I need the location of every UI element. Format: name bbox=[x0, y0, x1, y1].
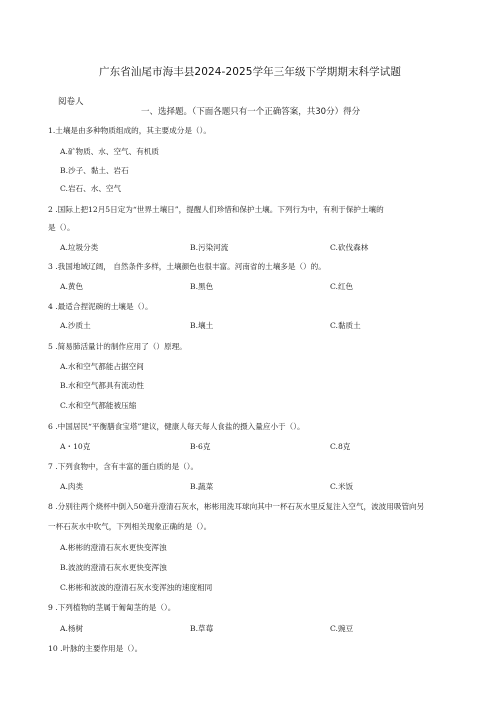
question-6-stem: 6 .中国居民“平衡膳食宝塔”建议，健康人每天每人食盐的摄入量应小于（）。 bbox=[48, 422, 305, 431]
question-7-option-c: C.米饭 bbox=[330, 482, 354, 491]
question-5-option-b: B.水和空气都具有流动性 bbox=[60, 381, 144, 390]
question-3-option-b: B.黑色 bbox=[190, 282, 214, 291]
question-4-option-b: B.壤土 bbox=[190, 321, 214, 330]
question-5-stem: 5 .简易肺活量计的制作应用了（）原理。 bbox=[48, 342, 187, 351]
question-5-option-a: A.水和空气都能占据空间 bbox=[60, 362, 144, 371]
question-2-option-b: B.污染河流 bbox=[190, 243, 229, 252]
question-3-option-a: A.黄色 bbox=[60, 282, 84, 291]
question-6-option-c: C.8克 bbox=[330, 442, 351, 451]
question-2-option-a: A.垃圾分类 bbox=[60, 243, 99, 252]
question-5-option-c: C.水和空气都能被压缩 bbox=[60, 401, 137, 410]
question-8-option-a: A.彬彬的澄清石灰水更快变浑浊 bbox=[60, 543, 167, 552]
question-8-option-b: B.波波的澄清石灰水更快变浑浊 bbox=[60, 563, 167, 572]
question-9-stem: 9 .下列植物的茎属于匍匐茎的是（）。 bbox=[48, 603, 176, 612]
section-heading: 一、选择题。（下面各题只有一个正确答案，共30分）得分 bbox=[141, 107, 361, 117]
question-4-stem: 4 .最适合捏泥碗的土壤是（）。 bbox=[48, 302, 153, 311]
question-7-stem: 7 .下列食物中，含有丰富的蛋白质的是（）。 bbox=[48, 462, 199, 471]
exam-title: 广东省汕尾市海丰县2024-2025学年三年级下学期期末科学试题 bbox=[99, 66, 401, 78]
question-1-option-b: B.沙子、黏土、岩石 bbox=[60, 166, 129, 175]
question-1-option-a: A.矿物质、水、空气、有机质 bbox=[60, 147, 160, 156]
question-2-stem-line2: 是（）。 bbox=[48, 223, 75, 232]
question-2-stem-line1: 2 .国际上把12月5日定为“世界土壤日”，提醒人们珍惜和保护土壤。下列行为中，有利于保护土壤的 bbox=[48, 205, 384, 214]
question-6-option-a: A・10克 bbox=[60, 442, 91, 451]
question-3-stem: 3 .我国地域辽阔， 自然条件多样，土壤颜色也很丰富。河南省的土壤多是（）的。 bbox=[48, 262, 326, 271]
reader-label: 阅卷人 bbox=[58, 97, 84, 107]
question-10-stem: 10 .叶脉的主要作用是（）。 bbox=[48, 644, 143, 653]
question-8-stem-line2: 一杯石灰水中吹气，下列相关现象正确的是（）。 bbox=[48, 522, 212, 531]
question-3-option-c: C.红色 bbox=[330, 282, 354, 291]
question-7-option-a: A.肉类 bbox=[60, 482, 84, 491]
question-1-stem: 1.土壤是由多种物质组成的，其主要成分是（）。 bbox=[48, 126, 211, 135]
question-7-option-b: B.蔬菜 bbox=[190, 482, 214, 491]
question-6-option-b: B·6克 bbox=[190, 442, 211, 451]
question-9-option-c: C.豌豆 bbox=[330, 624, 354, 633]
question-4-option-c: C.黏质土 bbox=[330, 321, 361, 330]
question-8-option-c: C.彬彬和波波的澄清石灰水变浑浊的速度相同 bbox=[60, 583, 213, 592]
question-2-option-c: C.砍伐森林 bbox=[330, 243, 369, 252]
question-9-option-b: B.草莓 bbox=[190, 624, 214, 633]
question-9-option-a: A.杨树 bbox=[60, 624, 84, 633]
question-8-stem-line1: 8 .分别往两个烧杯中倒入50毫升澄清石灰水，彬彬用洗耳球向其中一杯石灰水里反复注入空气，波波用吸管向另 bbox=[48, 502, 425, 511]
question-1-option-c: C.岩石、水、空气 bbox=[60, 184, 122, 193]
question-4-option-a: A.沙质土 bbox=[60, 321, 91, 330]
